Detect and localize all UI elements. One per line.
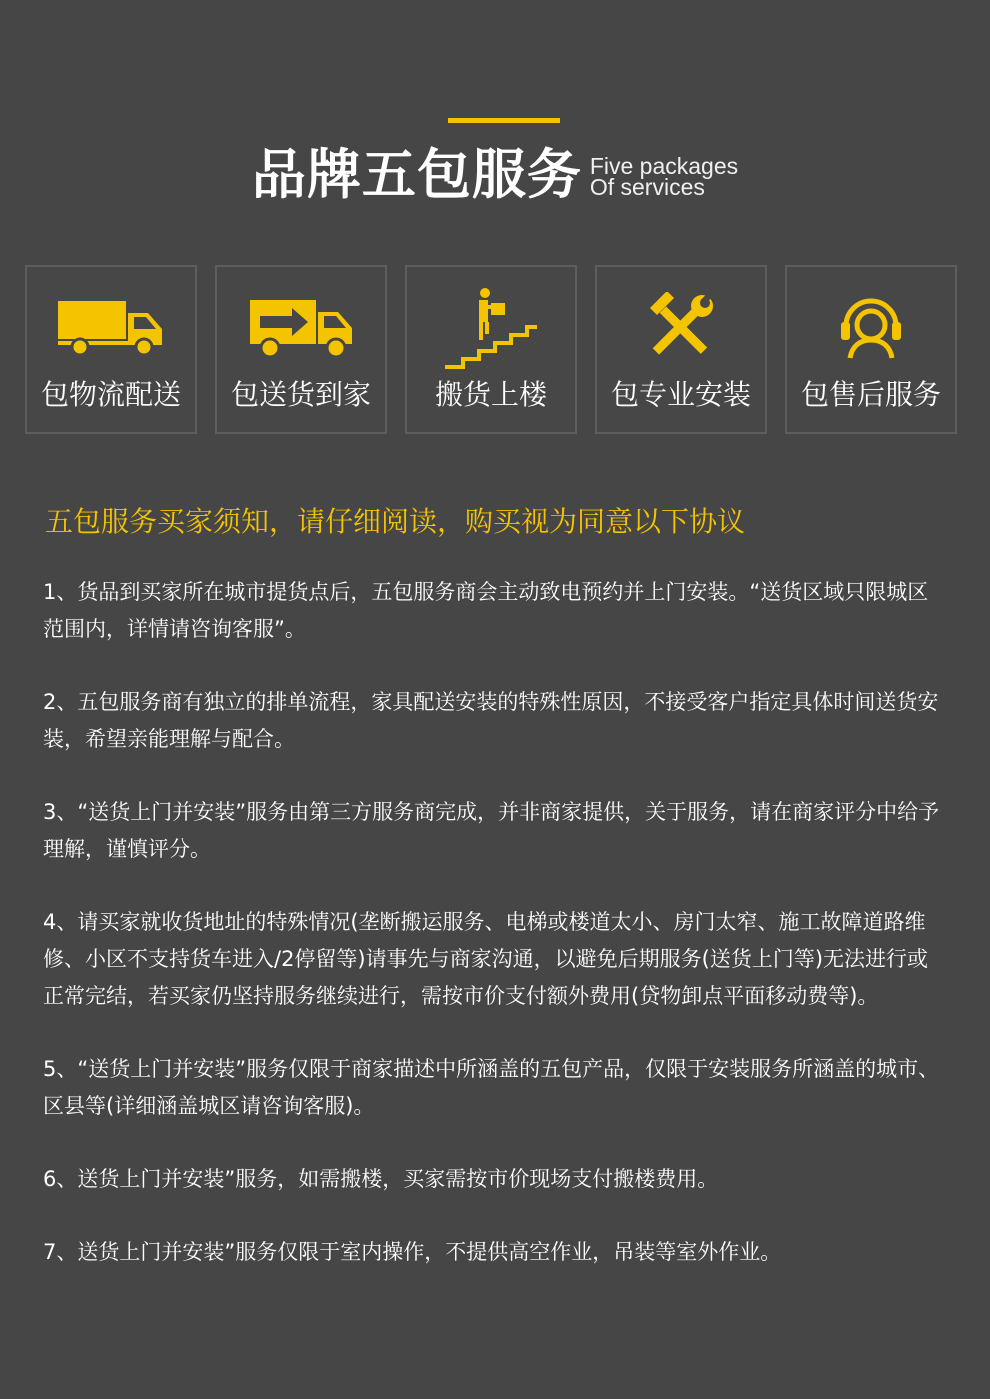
tools-icon [597, 291, 765, 363]
service-label-carry-upstairs: 搬货上楼 [434, 378, 547, 411]
notice-item: 6、送货上门并安装”服务，如需搬楼，买家需按市价现场支付搬楼费用。 [43, 1167, 719, 1191]
service-label-logistics: 包物流配送 [40, 378, 181, 411]
service-card-home-delivery [215, 265, 387, 434]
page-header [0, 140, 990, 210]
notice-item: 4、请买家就收货地址的特殊情况(垄断搬运服务、电梯或楼道太小、房门太窄、施工故障道路维修、小区不支持货车进入/2停留等)请事先与商家沟通，以避免后期服务(送货上门等)无法进行或正常完结，若买家仍坚持服务继续进行，需按市价支付额外费用(贷物卸点平面移动费等)。 [43, 910, 929, 1008]
service-label-home-delivery: 包送货到家 [230, 378, 371, 411]
service-card-carry-upstairs [405, 265, 577, 434]
service-label-installation: 包专业安装 [610, 378, 751, 411]
page-title: 品牌五包服务 [251, 143, 582, 206]
service-label-after-sales: 包售后服务 [800, 378, 941, 411]
truck-icon [27, 291, 195, 363]
page-subtitle [590, 152, 738, 198]
delivery-truck-icon [217, 291, 385, 363]
notice-list [43, 574, 943, 1271]
notice-item: 5、“送货上门并安装”服务仅限于商家描述中所涵盖的五包产品，仅限于安装服务所涵盖的城市、区县等(详细涵盖城区请咨询客服)。 [43, 1057, 940, 1118]
service-card-after-sales [785, 265, 957, 434]
service-card-installation [595, 265, 767, 434]
notice-item: 7、送货上门并安装”服务仅限于室内操作，不提供高空作业，吊装等室外作业。 [43, 1240, 782, 1264]
notice-heading: 五包服务买家须知，请仔细阅读，购买视为同意以下协议 [45, 505, 746, 538]
title-accent-bar [448, 118, 560, 123]
notice-item: 1、货品到买家所在城市提货点后，五包服务商会主动致电预约并上门安装。“送货区域只限城区范围内，详情请咨询客服”。 [43, 580, 929, 641]
service-cards [25, 265, 957, 434]
headset-icon [787, 291, 955, 363]
service-card-logistics [25, 265, 197, 434]
notice-item: 2、五包服务商有独立的排单流程，家具配送安装的特殊性原因，不接受客户指定具体时间送货安装，希望亲能理解与配合。 [43, 690, 939, 751]
stairs-carry-icon [407, 291, 575, 363]
notice-item: 3、“送货上门并安装”服务由第三方服务商完成，并非商家提供，关于服务，请在商家评分中给予理解，谨慎评分。 [43, 800, 940, 861]
subtitle-line-1: Five packages [589, 153, 739, 179]
subtitle-line-2: Of services [589, 174, 705, 200]
